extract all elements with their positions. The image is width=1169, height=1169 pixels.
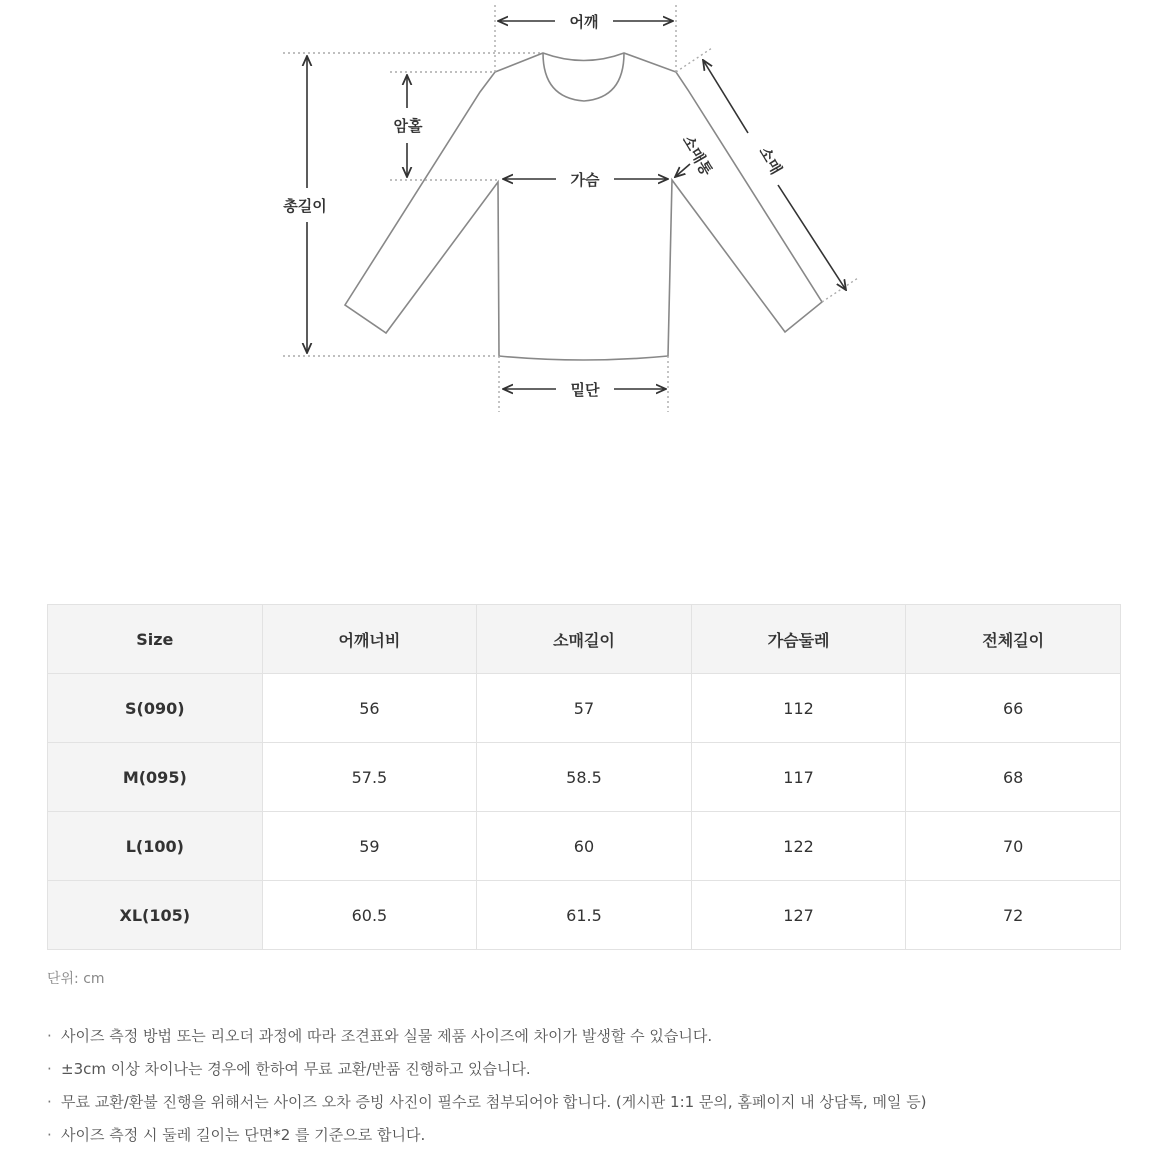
table-cell: 127 xyxy=(691,881,906,950)
table-cell: 57 xyxy=(477,674,692,743)
shoulder-label: 어깨 xyxy=(569,13,599,31)
table-row xyxy=(48,881,1121,950)
table-cell: 112 xyxy=(691,674,906,743)
table-cell: 60.5 xyxy=(262,881,477,950)
table-header-row xyxy=(48,605,1121,674)
table-cell: 60 xyxy=(477,812,692,881)
note-item xyxy=(47,1053,927,1086)
table-cell: 66 xyxy=(906,674,1121,743)
bullet: · xyxy=(47,1027,52,1045)
note-text: 사이즈 측정 시 둘레 길이는 단면*2 를 기준으로 합니다. xyxy=(61,1126,426,1144)
armhole-label: 암홀 xyxy=(393,117,423,135)
sleeve-label: 소매 xyxy=(755,143,786,178)
table-cell: 58.5 xyxy=(477,743,692,812)
unit-label: 단위: cm xyxy=(47,971,105,987)
bullet: · xyxy=(47,1060,52,1078)
table-cell: 117 xyxy=(691,743,906,812)
table-cell: 72 xyxy=(906,881,1121,950)
size-table xyxy=(47,604,1121,950)
note-text: ±3cm 이상 차이나는 경우에 한하여 무료 교환/반품 진행하고 있습니다. xyxy=(61,1060,531,1078)
hem-label: 밑단 xyxy=(570,381,600,399)
size-cell: M(095) xyxy=(48,743,263,812)
bullet: · xyxy=(47,1126,52,1144)
table-cell: 68 xyxy=(906,743,1121,812)
size-cell: L(100) xyxy=(48,812,263,881)
note-text: 무료 교환/환불 진행을 위해서는 사이즈 오차 증빙 사진이 필수로 첨부되어야 합니다. (게시판 1:1 문의, 홈페이지 내 상담톡, 메일 등) xyxy=(61,1093,927,1111)
table-cell: 70 xyxy=(906,812,1121,881)
size-cell: S(090) xyxy=(48,674,263,743)
note-text: 사이즈 측정 방법 또는 리오더 과정에 따라 조견표와 실물 제품 사이즈에 차이가 발생할 수 있습니다. xyxy=(61,1027,713,1045)
size-guide-diagram xyxy=(0,0,1169,430)
table-row xyxy=(48,674,1121,743)
note-item xyxy=(47,1020,927,1053)
header-size: Size xyxy=(48,605,263,674)
header-total-length: 전체길이 xyxy=(906,605,1121,674)
chest-label: 가슴 xyxy=(570,171,600,189)
table-row xyxy=(48,812,1121,881)
table-row xyxy=(48,743,1121,812)
bullet: · xyxy=(47,1093,52,1111)
header-sleeve-length: 소매길이 xyxy=(477,605,692,674)
table-cell: 59 xyxy=(262,812,477,881)
table-cell: 56 xyxy=(262,674,477,743)
note-item xyxy=(47,1086,927,1119)
notes-list xyxy=(47,1020,927,1152)
table-cell: 61.5 xyxy=(477,881,692,950)
size-cell: XL(105) xyxy=(48,881,263,950)
header-shoulder-width: 어깨너비 xyxy=(262,605,477,674)
total-length-label: 총길이 xyxy=(283,197,327,215)
table-cell: 57.5 xyxy=(262,743,477,812)
tshirt-outline xyxy=(345,53,822,360)
table-cell: 122 xyxy=(691,812,906,881)
note-item xyxy=(47,1119,927,1152)
header-chest: 가슴둘레 xyxy=(691,605,906,674)
sleeve-width-label: 소매통 xyxy=(678,132,716,179)
